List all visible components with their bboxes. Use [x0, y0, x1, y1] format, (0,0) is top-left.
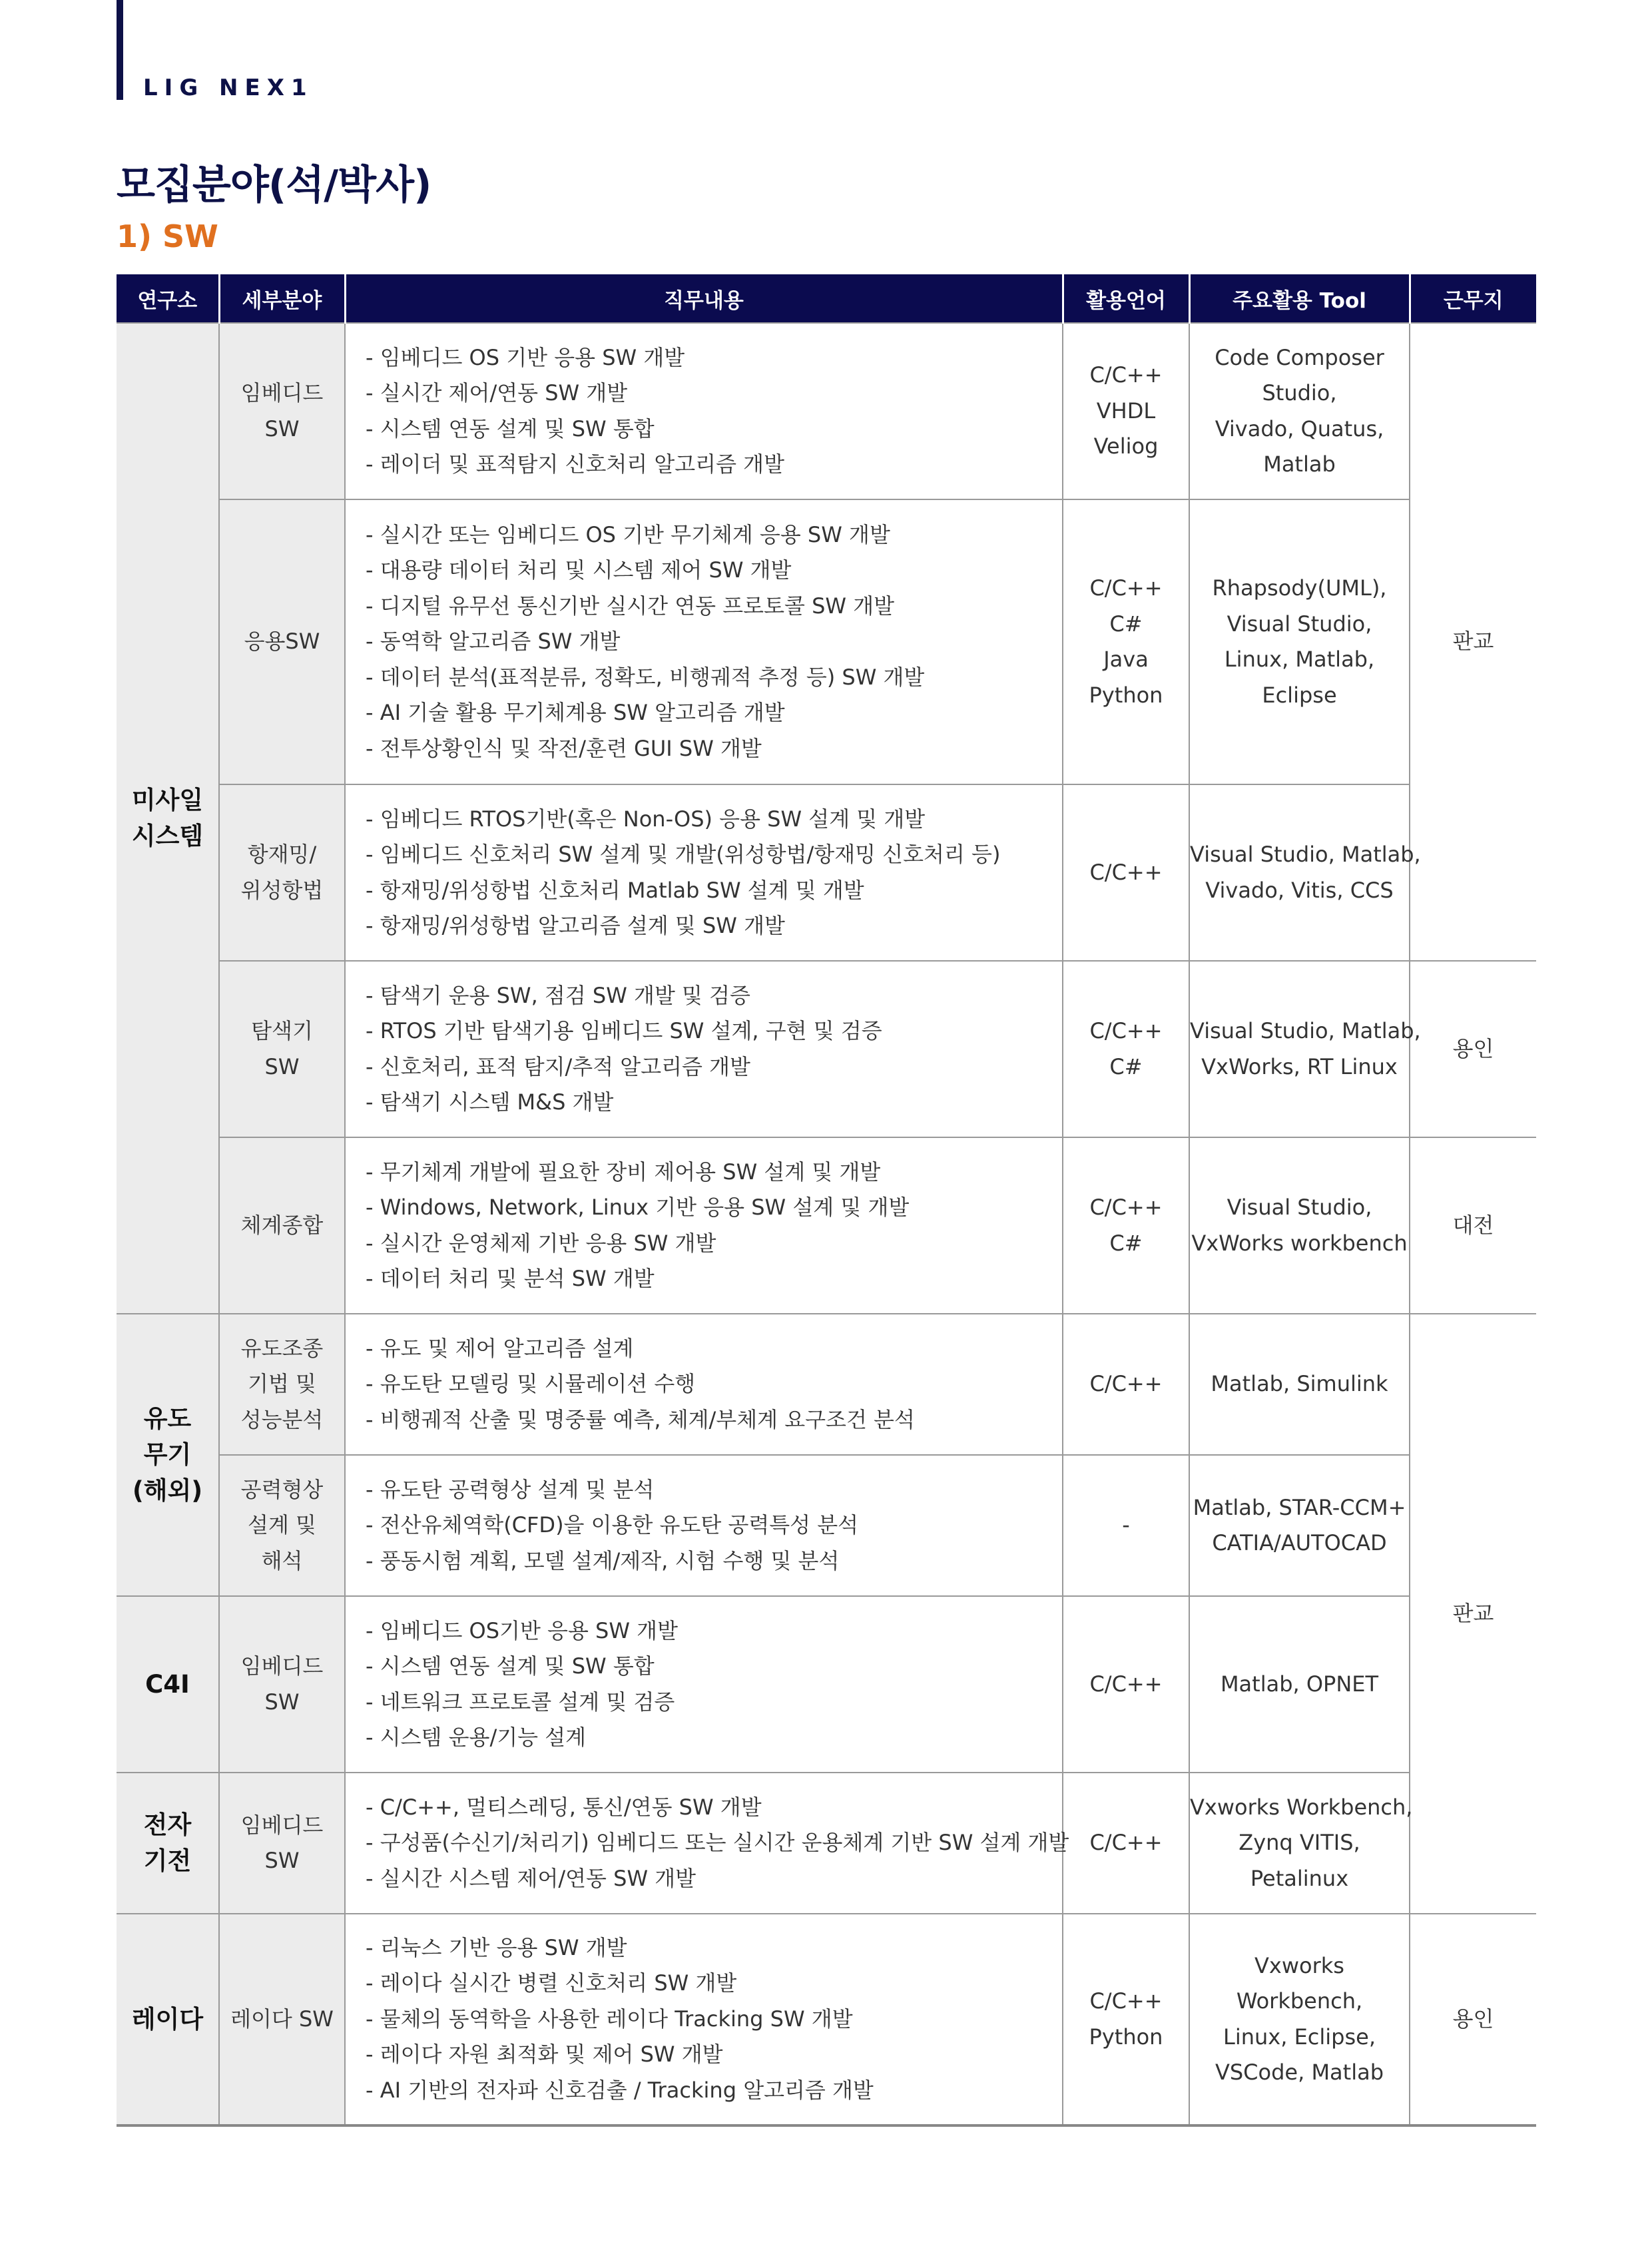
table-header-row	[117, 274, 1536, 323]
location-cell-line: 용인	[1452, 2006, 1494, 2032]
field-cell-line: 설계 및	[248, 1512, 316, 1538]
field-cell	[219, 1596, 345, 1773]
duties-cell-line: - 유도탄 모델링 및 시뮬레이션 수행	[366, 1371, 696, 1397]
duties-cell-line: - 실시간 또는 임베디드 OS 기반 무기체계 응용 SW 개발	[366, 521, 890, 547]
languages-cell-line: C/C++	[1089, 575, 1163, 601]
languages-cell	[1063, 961, 1189, 1137]
lab-name-cell-line: 미사일	[131, 786, 204, 814]
tools-cell-line: VxWorks workbench	[1191, 1230, 1408, 1256]
tools-cell-line: Studio,	[1262, 380, 1337, 406]
duties-cell-line: - 항재밍/위성항법 알고리즘 설계 및 SW 개발	[366, 913, 785, 938]
languages-cell-line: Python	[1089, 2024, 1163, 2050]
recruitment-table	[117, 274, 1536, 2127]
duties-cell-line: - 풍동시험 계획, 모델 설계/제작, 시험 수행 및 분석	[366, 1547, 840, 1573]
languages-cell	[1063, 499, 1189, 784]
field-cell-line: SW	[264, 1053, 300, 1079]
duties-cell-line: - 레이다 실시간 병렬 신호처리 SW 개발	[366, 1970, 737, 1996]
location-cell-line: 판교	[1452, 1600, 1494, 1626]
languages-cell	[1063, 1314, 1189, 1455]
languages-cell-line: Python	[1089, 682, 1163, 708]
lab-name-cell-line: 시스템	[131, 822, 204, 850]
duties-cell-line: - 무기체계 개발에 필요한 장비 제어용 SW 설계 및 개발	[366, 1159, 881, 1185]
table-row	[117, 1914, 1536, 2125]
tools-cell-line: Linux, Eclipse,	[1223, 2024, 1376, 2050]
table-row	[117, 1596, 1536, 1773]
duties-cell	[345, 1773, 1069, 1914]
languages-cell	[1063, 1137, 1189, 1314]
duties-cell	[345, 1314, 1063, 1455]
languages-cell	[1063, 1596, 1189, 1773]
duties-cell	[345, 499, 1063, 784]
duties-cell-line: - C/C++, 멀티스레딩, 통신/연동 SW 개발	[366, 1794, 762, 1820]
lab-name-cell	[117, 1914, 219, 2125]
lab-name-cell-line: 전자	[143, 1811, 192, 1839]
languages-cell-line: Java	[1103, 647, 1149, 672]
header-location: 근무지	[1410, 274, 1536, 323]
lab-name-cell-line: 무기	[143, 1440, 192, 1469]
location-cell	[1410, 1314, 1536, 1914]
languages-cell-line: C/C++	[1089, 859, 1163, 885]
page-title: 모집분야(석/박사)	[117, 162, 431, 208]
duties-cell-line: - AI 기술 활용 무기체계용 SW 알고리즘 개발	[366, 700, 785, 726]
duties-cell-line: - AI 기반의 전자파 신호검출 / Tracking 알고리즘 개발	[366, 2077, 874, 2103]
tools-cell-line: Zynq VITIS,	[1239, 1830, 1360, 1856]
table-row	[117, 323, 1536, 499]
field-cell-line: 위성항법	[240, 877, 324, 903]
field-cell-line: SW	[264, 1848, 300, 1873]
duties-cell-line: - 실시간 시스템 제어/연동 SW 개발	[366, 1865, 696, 1891]
duties-cell-line: - RTOS 기반 탐색기용 임베디드 SW 설계, 구현 및 검증	[366, 1018, 882, 1043]
field-cell-line: 성능분석	[240, 1406, 324, 1432]
section-title: 1) SW	[117, 218, 218, 254]
field-cell-line: 기법 및	[248, 1371, 316, 1397]
tools-cell	[1189, 1773, 1413, 1914]
header-tools: 주요활용 Tool	[1189, 274, 1410, 323]
duties-cell-line: - 임베디드 RTOS기반(혹은 Non-OS) 응용 SW 설계 및 개발	[366, 806, 926, 832]
tools-cell-line: Vivado, Vitis, CCS	[1205, 877, 1394, 903]
languages-cell-line: C/C++	[1089, 1830, 1163, 1856]
field-cell-line: 임베디드	[240, 380, 324, 406]
languages-cell-line: Veliog	[1093, 433, 1159, 459]
header-languages: 활용언어	[1063, 274, 1189, 323]
lab-name-cell-line: (해외)	[132, 1476, 203, 1505]
duties-cell-line: - Windows, Network, Linux 기반 응용 SW 설계 및 개발	[366, 1195, 910, 1220]
table-row	[117, 784, 1536, 961]
languages-cell	[1063, 784, 1189, 961]
field-cell	[219, 1914, 345, 2125]
tools-cell	[1189, 1914, 1410, 2125]
languages-cell-line: C/C++	[1089, 1195, 1163, 1220]
table-row	[117, 1773, 1536, 1914]
field-cell-line: 해석	[261, 1547, 303, 1573]
duties-cell	[345, 1914, 1063, 2125]
tools-cell-line: Code Composer	[1215, 344, 1384, 370]
duties-cell-line: - 네트워크 프로토콜 설계 및 검증	[366, 1689, 675, 1715]
languages-cell-line: C#	[1109, 1053, 1143, 1079]
duties-cell-line: - 신호처리, 표적 탐지/추적 알고리즘 개발	[366, 1053, 750, 1079]
field-cell	[219, 323, 345, 499]
table-row	[117, 961, 1536, 1137]
header-field: 세부분야	[219, 274, 345, 323]
field-cell-line: SW	[264, 416, 300, 441]
table-row	[117, 499, 1536, 784]
field-cell	[219, 1314, 345, 1455]
tools-cell-line: Petalinux	[1250, 1865, 1349, 1891]
tools-cell-line: Matlab, OPNET	[1220, 1671, 1379, 1697]
tools-cell-line: Matlab, STAR-CCM+	[1193, 1494, 1406, 1520]
languages-cell	[1063, 1773, 1189, 1914]
field-cell-line: 레이다 SW	[230, 2006, 334, 2032]
duties-cell-line: - 동역학 알고리즘 SW 개발	[366, 629, 621, 655]
tools-cell-line: VSCode, Matlab	[1215, 2060, 1384, 2085]
tools-cell-line: Matlab	[1263, 451, 1336, 477]
lab-name-cell	[117, 323, 219, 1314]
tools-cell-line: Vivado, Quatus,	[1215, 416, 1384, 441]
field-cell-line: 응용SW	[244, 629, 320, 655]
lab-name-cell	[117, 1596, 219, 1773]
duties-cell-line: - 데이터 분석(표적분류, 정확도, 비행궤적 추정 등) SW 개발	[366, 664, 925, 690]
tools-cell-line: Vxworks	[1254, 1952, 1344, 1978]
location-cell-line: 판교	[1452, 629, 1494, 655]
duties-cell-line: - 유도 및 제어 알고리즘 설계	[366, 1335, 634, 1361]
duties-cell	[345, 1137, 1063, 1314]
field-cell	[219, 499, 345, 784]
duties-cell	[345, 961, 1063, 1137]
languages-cell-line: C/C++	[1089, 362, 1163, 388]
field-cell-line: 항재밍/	[247, 842, 317, 867]
languages-cell-line: C#	[1109, 1230, 1143, 1256]
location-cell	[1410, 961, 1536, 1137]
duties-cell-line: - 전투상황인식 및 작전/훈련 GUI SW 개발	[366, 735, 762, 761]
tools-cell-line: VxWorks, RT Linux	[1201, 1053, 1398, 1079]
duties-cell	[345, 1455, 1063, 1596]
brand-logo: LIG NEX1	[143, 75, 314, 101]
duties-cell-line: - 실시간 제어/연동 SW 개발	[366, 380, 628, 406]
tools-cell	[1189, 1455, 1410, 1596]
field-cell	[219, 961, 345, 1137]
lab-name-cell-line: 유도	[143, 1404, 192, 1433]
brand-accent-bar	[117, 0, 123, 100]
location-cell	[1410, 1914, 1536, 2125]
duties-cell-line: - 유도탄 공력형상 설계 및 분석	[366, 1476, 655, 1502]
field-cell	[219, 784, 345, 961]
tools-cell-line: Workbench,	[1236, 1988, 1363, 2014]
table-row	[117, 1314, 1536, 1455]
duties-cell-line: - 구성품(수신기/처리기) 임베디드 또는 실시간 운용체계 기반 SW 설계 개발	[366, 1830, 1069, 1856]
tools-cell-line: Visual Studio, Matlab,	[1190, 842, 1421, 867]
tools-cell-line: Visual Studio, Matlab,	[1190, 1018, 1421, 1043]
field-cell	[219, 1137, 345, 1314]
field-cell-line: SW	[264, 1689, 300, 1715]
tools-cell-line: Eclipse	[1262, 682, 1337, 708]
tools-cell	[1189, 1596, 1410, 1773]
languages-cell-line: -	[1122, 1512, 1130, 1538]
duties-cell-line: - 비행궤적 산출 및 명중률 예측, 체계/부체계 요구조건 분석	[366, 1406, 915, 1432]
field-cell-line: 유도조종	[240, 1335, 324, 1361]
languages-cell-line: C/C++	[1089, 1671, 1163, 1697]
tools-cell	[1189, 499, 1410, 784]
header-lab: 연구소	[117, 274, 219, 323]
languages-cell-line: C#	[1109, 611, 1143, 637]
tools-cell-line: Rhapsody(UML),	[1212, 575, 1387, 601]
duties-cell-line: - 실시간 운영체제 기반 응용 SW 개발	[366, 1230, 716, 1256]
field-cell-line: 체계종합	[240, 1212, 324, 1238]
lab-name-cell-line: 기전	[143, 1846, 192, 1875]
table-row	[117, 1137, 1536, 1314]
duties-cell-line: - 전산유체역학(CFD)을 이용한 유도탄 공력특성 분석	[366, 1512, 859, 1538]
field-cell-line: 탐색기	[251, 1018, 313, 1043]
tools-cell	[1189, 1137, 1410, 1314]
tools-cell-line: CATIA/AUTOCAD	[1212, 1530, 1387, 1555]
duties-cell-line: - 레이더 및 표적탐지 신호처리 알고리즘 개발	[366, 451, 784, 477]
header-duties: 직무내용	[345, 274, 1063, 323]
languages-cell-line: C/C++	[1089, 1988, 1163, 2014]
duties-cell-line: - 리눅스 기반 응용 SW 개발	[366, 1934, 627, 1960]
duties-cell-line: - 탐색기 시스템 M&S 개발	[366, 1089, 614, 1115]
lab-name-cell-line: C4I	[145, 1669, 190, 1699]
tools-cell	[1189, 323, 1410, 499]
duties-cell-line: - 임베디드 신호처리 SW 설계 및 개발(위성항법/항재밍 신호처리 등)	[366, 842, 1001, 867]
duties-cell-line: - 물체의 동역학을 사용한 레이다 Tracking SW 개발	[366, 2006, 853, 2032]
duties-cell-line: - 임베디드 OS기반 응용 SW 개발	[366, 1617, 678, 1643]
duties-cell-line: - 항재밍/위성항법 신호처리 Matlab SW 설계 및 개발	[366, 877, 864, 903]
table-row	[117, 1455, 1536, 1596]
field-cell	[219, 1773, 345, 1914]
tools-cell-line: Linux, Matlab,	[1224, 647, 1375, 672]
tools-cell-line: Matlab, Simulink	[1211, 1371, 1388, 1397]
duties-cell-line: - 대용량 데이터 처리 및 시스템 제어 SW 개발	[366, 557, 792, 583]
field-cell-line: 임베디드	[240, 1812, 324, 1838]
duties-cell-line: - 시스템 연동 설계 및 SW 통합	[366, 416, 655, 441]
duties-cell-line: - 디지털 유무선 통신기반 실시간 연동 프로토콜 SW 개발	[366, 593, 895, 619]
languages-cell-line: VHDL	[1096, 398, 1156, 423]
location-cell	[1410, 1137, 1536, 1314]
languages-cell-line: C/C++	[1089, 1018, 1163, 1043]
duties-cell	[345, 784, 1063, 961]
duties-cell	[345, 1596, 1063, 1773]
field-cell-line: 임베디드	[240, 1653, 324, 1679]
tools-cell	[1189, 961, 1421, 1137]
tools-cell	[1189, 1314, 1410, 1455]
tools-cell-line: Visual Studio,	[1227, 611, 1372, 637]
duties-cell-line: - 임베디드 OS 기반 응용 SW 개발	[366, 344, 685, 370]
languages-cell	[1063, 1914, 1189, 2125]
location-cell	[1410, 323, 1536, 961]
duties-cell-line: - 레이다 자원 최적화 및 제어 SW 개발	[366, 2042, 723, 2068]
languages-cell	[1063, 1455, 1189, 1596]
duties-cell-line: - 시스템 운용/기능 설계	[366, 1725, 587, 1750]
lab-name-cell-line: 레이다	[131, 2004, 204, 2034]
location-cell-line: 용인	[1452, 1035, 1494, 1061]
lab-name-cell	[117, 1314, 219, 1596]
languages-cell-line: C/C++	[1089, 1371, 1163, 1397]
languages-cell	[1063, 323, 1189, 499]
duties-cell	[345, 323, 1063, 499]
tools-cell	[1189, 784, 1421, 961]
duties-cell-line: - 탐색기 운용 SW, 점검 SW 개발 및 검증	[366, 982, 750, 1008]
duties-cell-line: - 데이터 처리 및 분석 SW 개발	[366, 1266, 655, 1291]
lab-name-cell	[117, 1773, 219, 1914]
location-cell-line: 대전	[1452, 1212, 1494, 1238]
tools-cell-line: Vxworks Workbench,	[1190, 1794, 1413, 1820]
duties-cell-line: - 시스템 연동 설계 및 SW 통합	[366, 1653, 655, 1679]
tools-cell-line: Visual Studio,	[1227, 1195, 1372, 1220]
field-cell-line: 공력형상	[240, 1476, 324, 1502]
field-cell	[219, 1455, 345, 1596]
